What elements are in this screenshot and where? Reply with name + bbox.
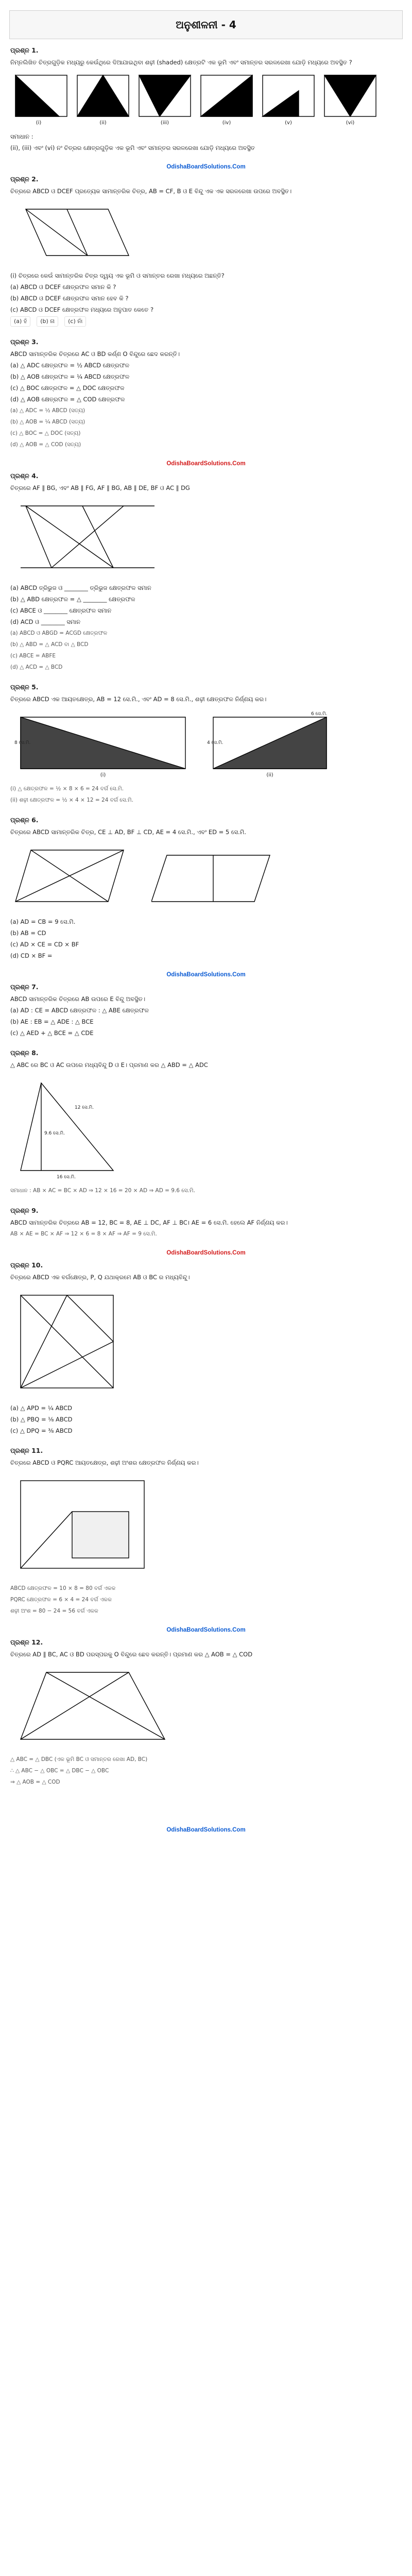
answer-line: (c) △ BOC = △ DOC (ସତ୍ୟ) bbox=[10, 430, 81, 436]
q1-figure-i bbox=[15, 75, 67, 116]
q5-label-i: (i) bbox=[100, 772, 106, 778]
q11-diagram bbox=[10, 1470, 402, 1579]
answer-line: (d) △ AOB = △ COD (ସତ୍ୟ) bbox=[10, 442, 81, 448]
question-2 bbox=[10, 175, 402, 327]
item: (i) ଚିତ୍ରରେ କେଉଁ ସାମାନ୍ତରିକ ଚିତ୍ର ଦ୍ୱୟ ଏକ ଭୂମି ଓ ସମାନ୍ତର ରେଖା ମଧ୍ୟରେ ଅଛନ୍ତି? bbox=[10, 272, 225, 279]
answers bbox=[10, 316, 402, 327]
brand-text: OdishaBoardSolutions.Com bbox=[166, 972, 246, 978]
q1-figure-strip bbox=[10, 70, 391, 127]
question-text: ଚିତ୍ରରେ ABCD ସାମାନ୍ତରିକ ଚିତ୍ର, CE ⊥ AD, BF ⊥ CD, AE = 4 ସେ.ମି., ଏବଂ ED = 5 ସେ.ମି. bbox=[10, 828, 247, 836]
question-number: ପ୍ରଶ୍ନ 2. bbox=[10, 175, 39, 183]
question-text: ଚିତ୍ରରେ ABCD ଏକ ବର୍ଗକ୍ଷେତ୍ର, P, Q ଯଥାକ୍ରମେ AB ଓ BC ର ମଧ୍ୟବିନ୍ଦୁ। bbox=[10, 1274, 190, 1281]
exercise-title: ଅନୁଶୀଳନୀ - 4 bbox=[176, 19, 236, 31]
q5-dim-3: 4 ସେ.ମି. bbox=[207, 740, 224, 745]
answer-chip: (b) ନା bbox=[37, 316, 58, 327]
q5-dim-2: 6 ସେ.ମି. bbox=[311, 711, 328, 717]
question-number: ପ୍ରଶ୍ନ 7. bbox=[10, 983, 39, 991]
q8-diagram bbox=[10, 1073, 402, 1181]
question-number: ପ୍ରଶ୍ନ 9. bbox=[10, 1207, 39, 1214]
q1-label-i: (i) bbox=[36, 120, 42, 126]
question-text: ଚିତ୍ରରେ AF ∥ BG, ଏବଂ AB ∥ FG, AF ∥ BG, AB ∥ DE, BF ଓ AC ∥ DG bbox=[10, 484, 190, 492]
item: (c) AD × CE = CD × BF bbox=[10, 941, 79, 948]
answer-chip: (c) ନାଁ bbox=[64, 316, 86, 327]
item: (a) ABCD ଓ DCEF କ୍ଷେତ୍ରଫଳ ସମାନ କି ? bbox=[10, 283, 116, 291]
answer-text: (ii), (iii) ଏବଂ (vi) ନଂ ଚିତ୍ରର କ୍ଷେତ୍ରଗୁଡ଼ିକ ଏକ ଭୂମି ଏବଂ ସମାନ୍ତର ସରଳରେଖା ଯୋଡ଼ି ମଧ୍ୟରେ ଅବସ୍ଥିତ bbox=[10, 144, 255, 151]
question-7 bbox=[10, 983, 402, 1038]
question-number: ପ୍ରଶ୍ନ 1. bbox=[10, 46, 39, 54]
q12-diagram bbox=[10, 1662, 402, 1750]
item: (b) △ AOB କ୍ଷେତ୍ରଫଳ = ¼ ABCD କ୍ଷେତ୍ରଫଳ bbox=[10, 373, 130, 380]
question-6 bbox=[10, 816, 402, 960]
item: (c) △ AED + △ BCE = △ CDE bbox=[10, 1029, 94, 1037]
q1-diagrams bbox=[10, 70, 402, 127]
question-3 bbox=[10, 338, 402, 449]
question-number: ପ୍ରଶ୍ନ 3. bbox=[10, 338, 39, 346]
question-text: △ ABC ରେ BC ଓ AC ଉପରେ ମଧ୍ୟବିନ୍ଦୁ D ଓ E। ପ୍ରମାଣ କର △ ABD = △ ADC bbox=[10, 1061, 208, 1069]
item: (c) △ DPQ = ⅜ ABCD bbox=[10, 1427, 73, 1434]
q2-diagram bbox=[10, 199, 402, 266]
item: (b) ABCD ଓ DCEF କ୍ଷେତ୍ରଫଳ ସମାନ ହେବ କି ? bbox=[10, 295, 129, 302]
watermark bbox=[10, 972, 402, 978]
answer-line: (ii) ଶଢ଼ୀ କ୍ଷେତ୍ରଫଳ = ½ × 4 × 12 = 24 ବର୍ଗ ସେ.ମି. bbox=[10, 797, 133, 803]
item: (d) ACD ଓ ________ ସମାନ bbox=[10, 618, 81, 625]
q1-label-iii: (iii) bbox=[160, 120, 169, 126]
watermark bbox=[10, 1250, 402, 1256]
question-text: ଚିତ୍ରରେ ABCD ଏକ ଆୟତକ୍ଷେତ୍ର, AB = 12 ସେ.ମି., ଏବଂ AD = 8 ସେ.ମି., ଶଢ଼ୀ କ୍ଷେତ୍ରଫଳ ନିର୍ଣ୍ଣୟ କର। bbox=[10, 696, 267, 703]
question-text: ଚିତ୍ରରେ ABCD ଓ DCEF ପ୍ରତ୍ୟେକ ସାମାନ୍ତରିକ ଚିତ୍ର, AB = CF, B ଓ E ବିନ୍ଦୁ ଏକ ଏକ ସରଳରେଖା ଉପରେ ଅବସ୍ଥିତ। bbox=[10, 188, 292, 195]
q8-triangle-figure bbox=[10, 1073, 124, 1181]
q1-label-vi: (vi) bbox=[346, 120, 355, 126]
brand-text: OdishaBoardSolutions.Com bbox=[166, 1627, 246, 1633]
q1-label-iv: (iv) bbox=[222, 120, 231, 126]
item: (c) ABCE ଓ ________ କ୍ଷେତ୍ରଫଳ ସମାନ bbox=[10, 607, 112, 614]
item: (a) AD : CE = ABCD କ୍ଷେତ୍ରଫଳ : △ ABE କ୍ଷେତ୍ରଫଳ bbox=[10, 1007, 149, 1014]
answer-label: ସମାଧାନ : bbox=[10, 133, 33, 140]
q12-trapezium-figure bbox=[10, 1662, 175, 1750]
answer-line: (c) ABCE = ABFE bbox=[10, 653, 56, 659]
exercise-header bbox=[9, 10, 403, 39]
item: (c) △ BOC କ୍ଷେତ୍ରଫଳ = △ DOC କ୍ଷେତ୍ରଫଳ bbox=[10, 384, 125, 392]
answer-line: (a) △ ADC = ½ ABCD (ସତ୍ୟ) bbox=[10, 408, 85, 414]
q8-dim-2: 16 ସେ.ମି. bbox=[57, 1175, 76, 1180]
answer-line: (i) △ କ୍ଷେତ୍ରଫଳ = ½ × 8 × 6 = 24 ବର୍ଗ ସେ.ମି. bbox=[10, 786, 124, 792]
question-10 bbox=[10, 1261, 402, 1435]
content bbox=[10, 46, 402, 1838]
answer-line: ଶଢ଼ୀ ଅଂଶ = 80 − 24 = 56 ବର୍ଗ ଏକକ bbox=[10, 1608, 98, 1614]
answer-chip: (a) ହଁ bbox=[10, 316, 30, 327]
question-11 bbox=[10, 1447, 402, 1616]
question-9 bbox=[10, 1207, 402, 1239]
item: (b) △ PBQ = ⅛ ABCD bbox=[10, 1416, 73, 1423]
answer-line: AB × AE = BC × AF ⇒ 12 × 6 = 8 × AF ⇒ AF = 9 ସେ.ମି. bbox=[10, 1231, 157, 1237]
item: (a) △ APD = ¼ ABCD bbox=[10, 1404, 73, 1412]
footer-watermark bbox=[10, 1827, 402, 1833]
item: (d) △ AOB କ୍ଷେତ୍ରଫଳ = △ COD କ୍ଷେତ୍ରଫଳ bbox=[10, 396, 125, 403]
question-8 bbox=[10, 1049, 402, 1195]
q5-figure-i bbox=[10, 707, 196, 779]
q5-label-ii: (ii) bbox=[266, 772, 273, 778]
brand-text: OdishaBoardSolutions.Com bbox=[166, 1827, 246, 1833]
q10-square-figure bbox=[10, 1285, 144, 1398]
q5-dim-1: 8 ସେ.ମି. bbox=[14, 740, 31, 745]
q5-diagrams bbox=[10, 707, 402, 779]
question-number: ପ୍ରଶ୍ନ 4. bbox=[10, 472, 39, 480]
item: (d) CD × BF = bbox=[10, 952, 53, 959]
answer-line: ABCD କ୍ଷେତ୍ରଫଳ = 10 × 8 = 80 ବର୍ଗ ଏକକ bbox=[10, 1585, 116, 1591]
answer-line: PQRC କ୍ଷେତ୍ରଫଳ = 6 × 4 = 24 ବର୍ଗ ଏକକ bbox=[10, 1597, 112, 1603]
brand-text: OdishaBoardSolutions.Com bbox=[166, 164, 246, 170]
question-text: ନିମ୍ନଲିଖିତ ଚିତ୍ରଗୁଡ଼ିକ ମଧ୍ୟରୁ କେଉଁଥିରେ ଦିଆଯାଇଥିବା ଶଢ଼ୀ (shaded) କ୍ଷେତ୍ରଟି ଏକ ଭୂମି ଏବଂ ସମାନ୍ତର ସରଳରେଖା ଯୋଡ଼ି ମଧ୍ୟରେ ଅବସ୍ଥିତ ? bbox=[10, 59, 352, 66]
question-5 bbox=[10, 683, 402, 805]
answer-line: ⇒ △ AOB = △ COD bbox=[10, 1779, 60, 1785]
item: (a) ABCD ତ୍ରିଭୁଜ ଓ ________ ତ୍ରିଭୁଜ କ୍ଷେତ୍ରଫଳ ସମାନ bbox=[10, 584, 151, 591]
question-12 bbox=[10, 1638, 402, 1787]
item: (b) △ ABD କ୍ଷେତ୍ରଫଳ = △ ________ କ୍ଷେତ୍ରଫଳ bbox=[10, 596, 135, 603]
q6-figure-2 bbox=[151, 840, 285, 912]
answer-line: (b) △ AOB = ¼ ABCD (ସତ୍ୟ) bbox=[10, 419, 85, 425]
item: (b) AB = CD bbox=[10, 929, 46, 937]
q11-rectangles-figure bbox=[10, 1470, 165, 1579]
question-text: ABCD ସାମାନ୍ତରିକ ଚିତ୍ରରେ AC ଓ BD କର୍ଣ୍ଣ O ବିନ୍ଦୁରେ ଛେଦ କରନ୍ତି। bbox=[10, 350, 180, 358]
q1-label-v: (v) bbox=[285, 120, 292, 126]
q1-figure-iii bbox=[139, 75, 191, 116]
question-number: ପ୍ରଶ୍ନ 6. bbox=[10, 816, 39, 824]
question-number: ପ୍ରଶ୍ନ 11. bbox=[10, 1447, 43, 1454]
q8-dim-3: 9.6 ସେ.ମି. bbox=[44, 1131, 65, 1136]
spacer bbox=[10, 1798, 402, 1824]
watermark bbox=[10, 1627, 402, 1633]
question-number: ପ୍ରଶ୍ନ 8. bbox=[10, 1049, 39, 1057]
question-number: ପ୍ରଶ୍ନ 10. bbox=[10, 1261, 43, 1269]
answer-line: (b) △ ABD = △ ACD ବା △ BCD bbox=[10, 641, 89, 648]
q10-diagram bbox=[10, 1285, 402, 1398]
question-number: ପ୍ରଶ୍ନ 5. bbox=[10, 683, 39, 691]
answer-line: (d) △ ACD = △ BCD bbox=[10, 664, 63, 670]
q8-dim-1: 12 ସେ.ମି. bbox=[75, 1105, 94, 1110]
q1-label-ii: (ii) bbox=[99, 120, 107, 126]
q1-figure-vi bbox=[324, 75, 376, 116]
question-text: ଚିତ୍ରରେ AD ∥ BC, AC ଓ BD ପରସ୍ପରକୁ O ବିନ୍ଦୁରେ ଛେଦ କରନ୍ତି। ପ୍ରମାଣ କର △ AOB = △ COD bbox=[10, 1651, 253, 1658]
item: (c) ABCD ଓ DCEF କ୍ଷେତ୍ରଫଳ ମଧ୍ୟରେ ଅନୁପାତ କେତେ ? bbox=[10, 306, 154, 313]
brand-text: OdishaBoardSolutions.Com bbox=[166, 1250, 246, 1256]
question-text: ABCD ସାମାନ୍ତରିକ ଚିତ୍ରରେ AB ଉପରେ E ବିନ୍ଦୁ ଅବସ୍ଥିତ। bbox=[10, 995, 146, 1003]
watermark bbox=[10, 164, 402, 170]
watermark bbox=[10, 461, 402, 467]
brand-text: OdishaBoardSolutions.Com bbox=[166, 461, 246, 467]
answer-line: ∴ △ ABC − △ OBC = △ DBC − △ OBC bbox=[10, 1768, 109, 1774]
question-4 bbox=[10, 472, 402, 672]
q4-diagram bbox=[10, 496, 402, 578]
q1-figure-iv bbox=[201, 75, 252, 116]
answer-line: △ ABC = △ DBC (ଏକ ଭୂମି BC ଓ ସମାନ୍ତର ରେଖା AD, BC) bbox=[10, 1756, 148, 1762]
q1-figure-ii bbox=[77, 75, 129, 116]
q5-figure-ii bbox=[203, 707, 337, 779]
answer-line: ସମାଧାନ : AB × AC = BC × AD ⇒ 12 × 16 = 20 × AD ⇒ AD = 9.6 ସେ.ମି. bbox=[10, 1188, 195, 1194]
question-text: ଚିତ୍ରରେ ABCD ଓ PQRC ଆୟତକ୍ଷେତ୍ର, ଶଢ଼ୀ ଅଂଶର କ୍ଷେତ୍ରଫଳ ନିର୍ଣ୍ଣୟ କର। bbox=[10, 1459, 199, 1466]
item: (a) △ ADC କ୍ଷେତ୍ରଫଳ = ½ ABCD କ୍ଷେତ୍ରଫଳ bbox=[10, 362, 130, 369]
question-text: ABCD ସାମାନ୍ତରିକ ଚିତ୍ରରେ AB = 12, BC = 8, AE ⊥ DC, AF ⊥ BC। AE = 6 ସେ.ମି. ହେଲେ AF ନିର୍ଣ୍ଣୟ କର। bbox=[10, 1219, 288, 1226]
item: (b) AE : EB = △ ADE : △ BCE bbox=[10, 1018, 94, 1025]
question-number: ପ୍ରଶ୍ନ 12. bbox=[10, 1638, 43, 1646]
item: (a) AD = CB = 9 ସେ.ମି. bbox=[10, 918, 76, 925]
q6-diagrams bbox=[10, 840, 402, 912]
answer-line: (a) ABCD ଓ ABGD = ACGD କ୍ଷେତ୍ରଫଳ bbox=[10, 630, 108, 636]
q6-figure-1 bbox=[10, 840, 144, 912]
q1-figure-v bbox=[263, 75, 314, 116]
question-1 bbox=[10, 46, 402, 152]
q2-parallelogram-figure bbox=[10, 199, 144, 266]
q4-geometry-figure bbox=[10, 496, 165, 578]
